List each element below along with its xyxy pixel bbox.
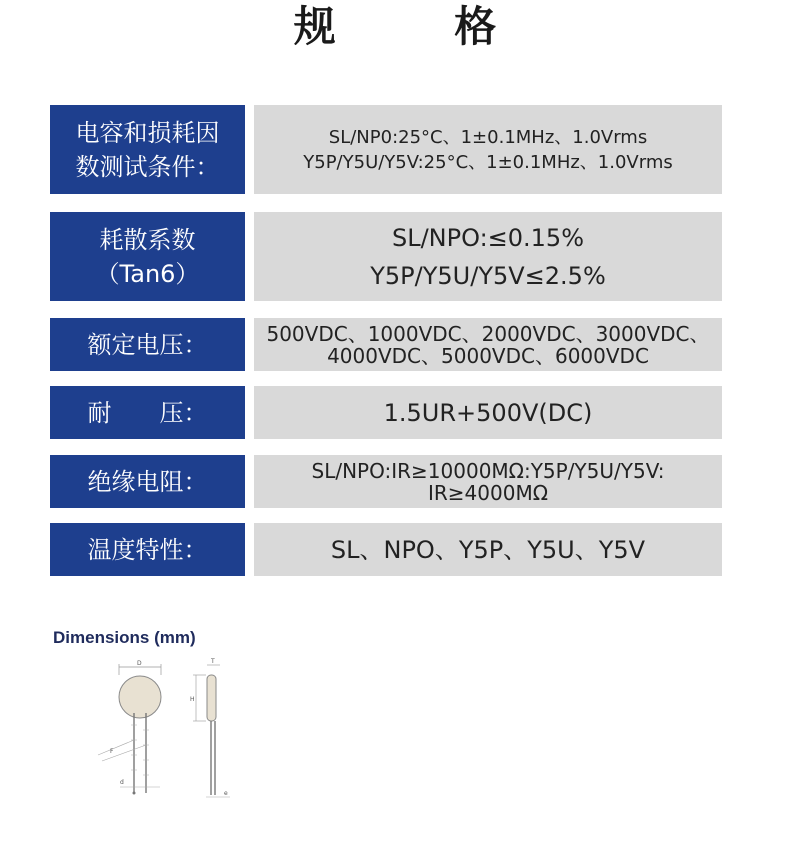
spec-value — [254, 455, 722, 508]
spec-value-line: SL/NP0:25°C、1±0.1MHz、1.0Vrms — [328, 126, 648, 148]
spec-row-insulation-resistance — [50, 455, 722, 508]
dim-label-e: e — [224, 790, 228, 797]
spec-label-line: （Tan6） — [95, 259, 200, 288]
spec-row-rated-voltage — [50, 318, 722, 371]
spec-value — [254, 318, 722, 371]
spec-value-line: SL/NPO:≤0.15% — [391, 223, 585, 252]
spec-value — [254, 523, 722, 576]
spec-value-line: Y5P/Y5U/Y5V≤2.5% — [370, 261, 606, 290]
page-title: 规 格 — [293, 2, 549, 51]
spec-label — [50, 455, 245, 508]
spec-value-line: Y5P/Y5U/Y5V:25°C、1±0.1MHz、1.0Vrms — [303, 151, 673, 173]
spec-label-line: 温度特性： — [87, 535, 208, 564]
spec-label-line: 额定电压： — [87, 330, 208, 359]
spec-value-line: 1.5UR+500V(DC) — [383, 398, 593, 427]
spec-value-line: 500VDC、1000VDC、2000VDC、3000VDC、 — [266, 321, 710, 346]
dim-label-d-lower: d — [120, 779, 124, 786]
dim-label-d-upper: D — [137, 660, 142, 667]
capacitor-side-body — [207, 675, 216, 721]
spec-row-withstand-voltage — [50, 386, 722, 439]
capacitor-dimension-drawing — [90, 655, 260, 815]
spec-label — [50, 318, 245, 371]
spec-row-test-conditions — [50, 105, 722, 194]
spec-value-line: SL、NPO、Y5P、Y5U、Y5V — [330, 535, 646, 564]
spec-row-dissipation — [50, 212, 722, 301]
spec-value-line: 4000VDC、5000VDC、6000VDC — [327, 343, 649, 368]
spec-label — [50, 212, 245, 301]
spec-label — [50, 386, 245, 439]
spec-value — [254, 386, 722, 439]
capacitor-disc — [119, 676, 161, 718]
spec-row-temperature-characteristic — [50, 523, 722, 576]
spec-label — [50, 523, 245, 576]
spec-label-line: 绝缘电阻： — [87, 467, 208, 496]
spec-label — [50, 105, 245, 194]
spec-value-line: IR≥4000MΩ — [428, 480, 548, 505]
dim-label-f: F — [110, 748, 114, 755]
spec-value — [254, 105, 722, 194]
spec-label-line: 耗散系数 — [99, 225, 196, 254]
dim-label-h: H — [190, 696, 195, 703]
spec-value-line: SL/NPO:IR≥10000MΩ:Y5P/Y5U/Y5V: — [311, 458, 665, 483]
dim-label-t: T — [211, 658, 215, 665]
dimensions-title: Dimensions (mm) — [53, 628, 196, 647]
spec-label-line: 电容和损耗因 — [75, 118, 220, 147]
spec-label-line: 耐 压： — [87, 398, 208, 427]
spec-value — [254, 212, 722, 301]
spec-label-line: 数测试条件： — [75, 152, 220, 181]
